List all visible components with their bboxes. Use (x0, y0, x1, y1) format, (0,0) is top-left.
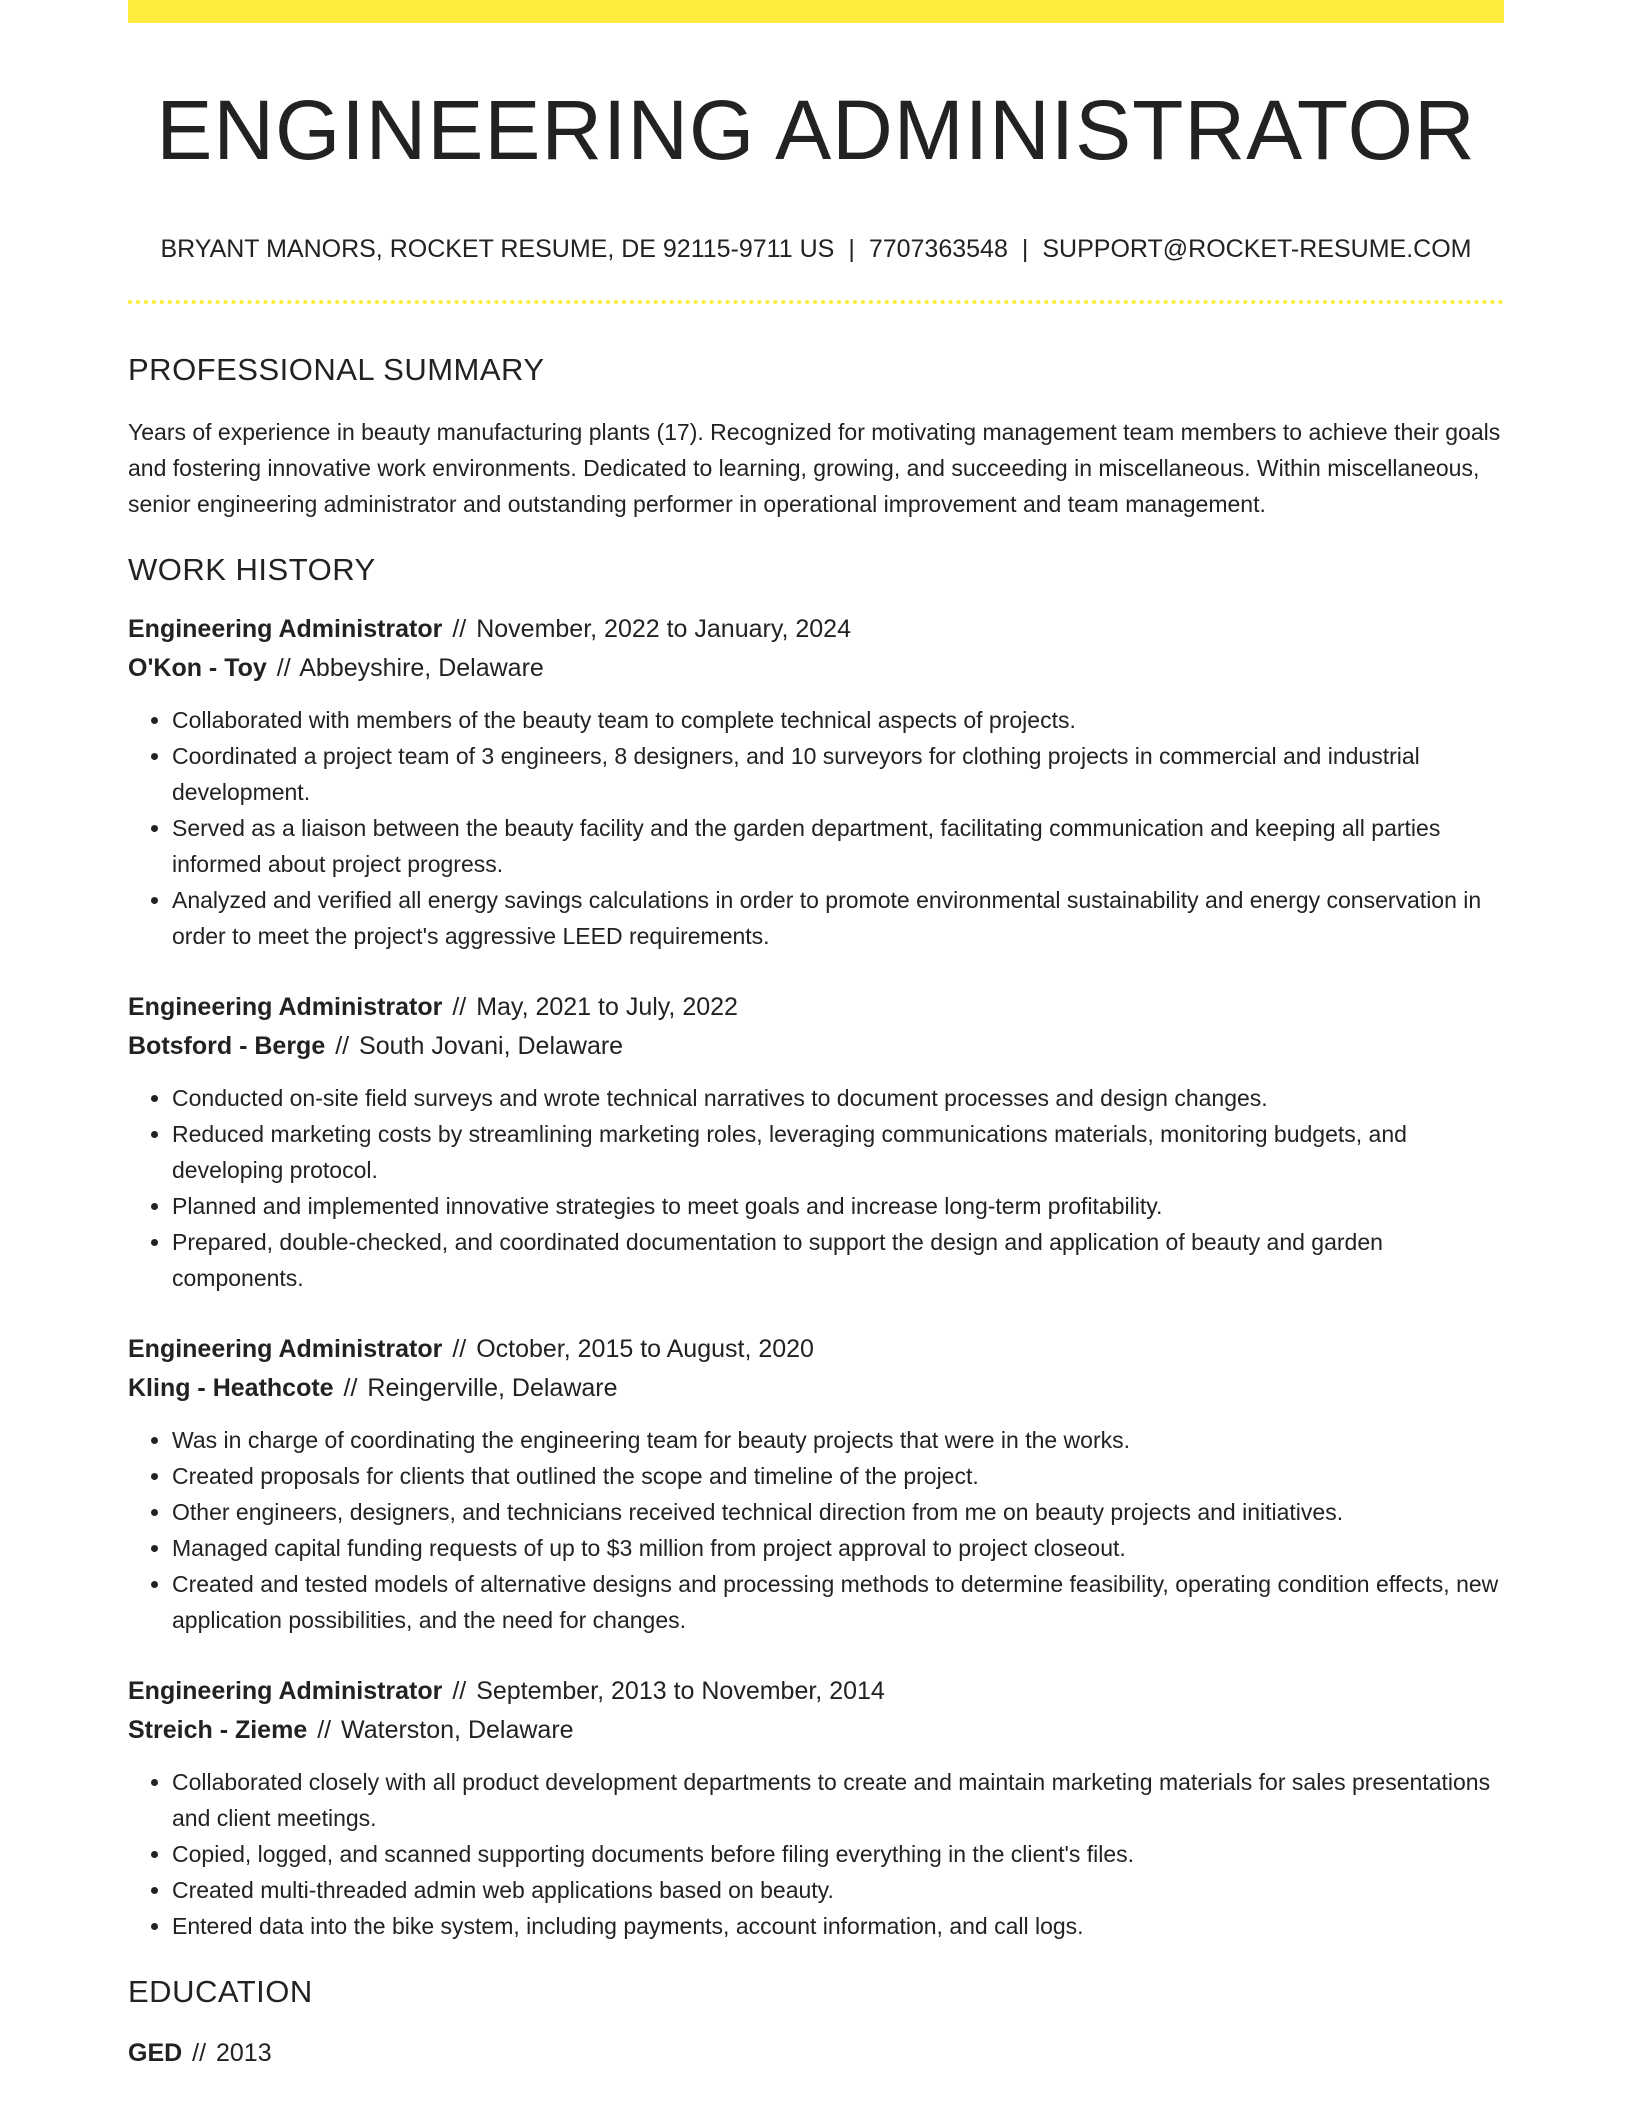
job-dates: May, 2021 to July, 2022 (476, 993, 738, 1021)
job-bullet: • Served as a liaison between the beauty facility and the garden department, facilitating communication and keeping all parties informed about project progress. (172, 810, 1504, 882)
job-entry (128, 610, 1504, 954)
job-dates: November, 2022 to January, 2024 (476, 615, 851, 643)
job-bullet: • Prepared, double-checked, and coordinated documentation to support the design and application of beauty and garden components. (172, 1224, 1504, 1296)
job-separator: // (276, 654, 291, 682)
job-separator: // (452, 993, 467, 1021)
job-bullet: • Conducted on-site field surveys and wrote technical narratives to document processes and design changes. (172, 1080, 1504, 1116)
job-role-line (128, 1330, 1504, 1369)
contact-separator: | (1021, 235, 1029, 263)
summary-text: Years of experience in beauty manufacturing plants (17). Recognized for motivating management team members to achieve their goals and fostering innovative work environments. Dedicated to learning, growing, and succeeding in miscellaneous. Within miscellaneous, senior engineering administrator and outstanding performer in operational improvement and team management. (128, 419, 1501, 517)
contact-separator: | (848, 235, 855, 263)
job-bullet: • Entered data into the bike system, including payments, account information, and call logs. (172, 1908, 1504, 1944)
job-bullet: • Managed capital funding requests of up to $3 million from project approval to project closeout. (172, 1530, 1504, 1566)
job-company-line (128, 1027, 1504, 1066)
job-separator: // (452, 615, 467, 643)
contact-email: SUPPORT@ROCKET-RESUME.COM (1042, 235, 1472, 263)
education-degree: GED (128, 2039, 183, 2067)
contact-line (128, 232, 1504, 266)
job-entry (128, 1330, 1504, 1638)
job-company-line (128, 649, 1504, 688)
job-bullet: • Created and tested models of alternative designs and processing methods to determine feasibility, operating condition effects, new application possibilities, and the need for changes. (172, 1566, 1504, 1638)
job-separator: // (452, 1335, 467, 1363)
job-bullet: • Copied, logged, and scanned supporting documents before filing everything in the client's files. (172, 1836, 1504, 1872)
contact-address: BRYANT MANORS, ROCKET RESUME, DE 92115-9711 US (160, 235, 835, 263)
job-company: Streich - Zieme (128, 1716, 308, 1744)
job-company-line (128, 1711, 1504, 1750)
education-year: 2013 (216, 2039, 272, 2067)
resume-content (128, 0, 1504, 2073)
job-separator: // (335, 1032, 350, 1060)
job-bullet: • Created multi-threaded admin web applications based on beauty. (172, 1872, 1504, 1908)
job-role: Engineering Administrator (128, 1335, 443, 1363)
summary-heading: PROFESSIONAL SUMMARY (128, 352, 545, 387)
job-bullet: • Created proposals for clients that outlined the scope and timeline of the project. (172, 1458, 1504, 1494)
job-bullet: • Planned and implemented innovative strategies to meet goals and increase long-term profitability. (172, 1188, 1504, 1224)
education-heading: EDUCATION (128, 1974, 313, 2009)
job-company: O'Kon - Toy (128, 654, 267, 682)
job-company: Botsford - Berge (128, 1032, 326, 1060)
job-bullet: • Collaborated with members of the beauty team to complete technical aspects of projects. (172, 702, 1504, 738)
job-company-line (128, 1369, 1504, 1408)
job-role-line (128, 1672, 1504, 1711)
resume-title: ENGINEERING ADMINISTRATOR (156, 83, 1476, 177)
job-bullet: • Was in charge of coordinating the engineering team for beauty projects that were in the works. (172, 1422, 1504, 1458)
job-bullet: • Other engineers, designers, and technicians received technical direction from me on beauty projects and initiatives. (172, 1494, 1504, 1530)
job-separator: // (343, 1374, 358, 1402)
education-entry (128, 2034, 1504, 2073)
job-entry (128, 988, 1504, 1296)
job-bullets (128, 1080, 1504, 1296)
job-bullets (128, 702, 1504, 954)
job-separator: // (317, 1716, 332, 1744)
job-location: Waterston, Delaware (341, 1716, 574, 1744)
job-role: Engineering Administrator (128, 1677, 443, 1705)
job-location: South Jovani, Delaware (359, 1032, 624, 1060)
dotted-divider (128, 300, 1504, 304)
job-company: Kling - Heathcote (128, 1374, 334, 1402)
job-bullet: • Coordinated a project team of 3 engineers, 8 designers, and 10 surveyors for clothing projects in commercial and industrial development. (172, 738, 1504, 810)
contact-phone: 7707363548 (868, 235, 1008, 263)
job-bullet: • Reduced marketing costs by streamlining marketing roles, leveraging communications materials, monitoring budgets, and developing protocol. (172, 1116, 1504, 1188)
job-location: Abbeyshire, Delaware (299, 654, 544, 682)
work-history-heading: WORK HISTORY (128, 552, 376, 587)
job-bullet: • Analyzed and verified all energy savings calculations in order to promote environmental sustainability and energy conservation in order to meet the project's aggressive LEED requirements. (172, 882, 1504, 954)
education-separator: // (192, 2039, 207, 2067)
job-location: Reingerville, Delaware (367, 1374, 618, 1402)
job-role: Engineering Administrator (128, 993, 443, 1021)
job-bullets (128, 1422, 1504, 1638)
job-separator: // (452, 1677, 467, 1705)
job-entry (128, 1672, 1504, 1944)
job-role-line (128, 610, 1504, 649)
job-dates: September, 2013 to November, 2014 (476, 1677, 885, 1705)
job-bullets (128, 1764, 1504, 1944)
job-dates: October, 2015 to August, 2020 (476, 1335, 814, 1363)
job-role-line (128, 988, 1504, 1027)
job-bullet: • Collaborated closely with all product development departments to create and maintain marketing materials for sales presentations and client meetings. (172, 1764, 1504, 1836)
job-role: Engineering Administrator (128, 615, 443, 643)
